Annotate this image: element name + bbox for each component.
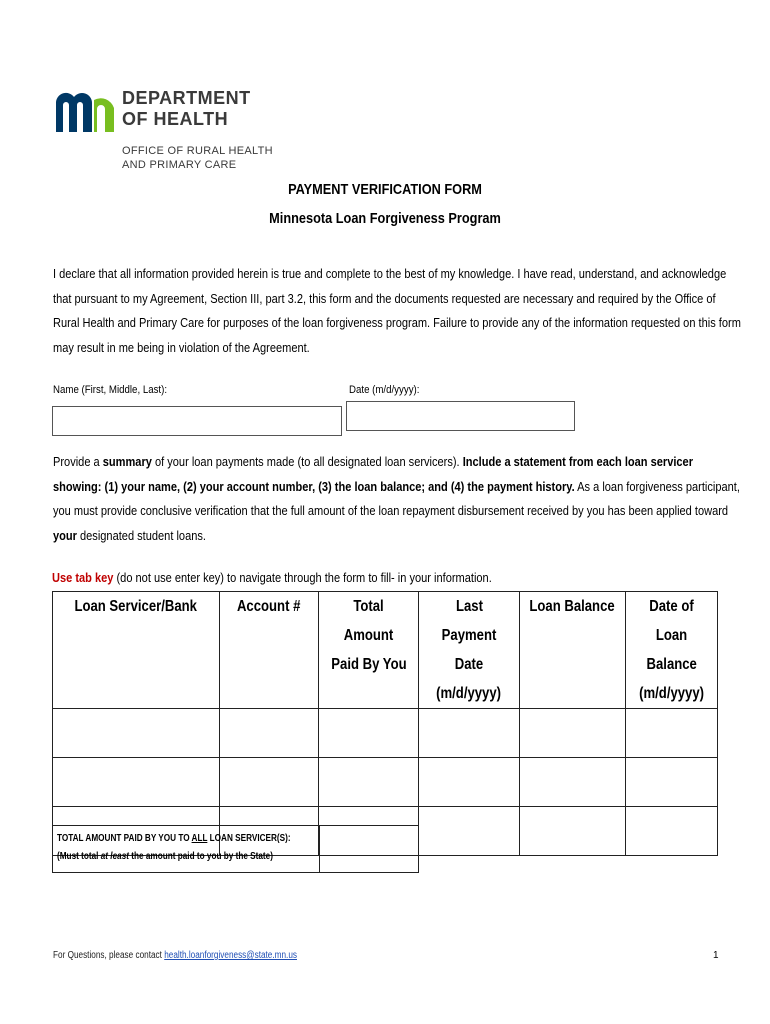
dept-line-1: DEPARTMENT	[122, 88, 251, 108]
cell-last-payment-date[interactable]	[419, 807, 520, 856]
summary-part-2: of your loan payments made (to all designated loan servicers).	[151, 454, 463, 469]
header-loan-servicer-line-1: Loan Servicer/Bank	[74, 598, 198, 615]
total-amount-label	[57, 830, 291, 866]
cell-loan-balance[interactable]	[520, 758, 626, 807]
total-label-all: ALL	[191, 833, 208, 844]
dept-line-2: OF HEALTH	[122, 109, 229, 129]
summary-bold-1: summary	[102, 454, 152, 469]
header-last-payment-line-3: (m/d/yyyy)	[436, 685, 502, 702]
office-line-1: OFFICE OF RURAL HEALTH	[122, 145, 273, 157]
summary-part-1: Provide a	[53, 454, 103, 469]
header-last-payment-line-1: Last	[455, 598, 483, 615]
tab-key-note	[52, 570, 492, 585]
page-number: 1	[713, 950, 719, 961]
header-date-balance-line-2: Balance	[646, 656, 697, 673]
summary-bold-2: Include a statement from each loan servicer showing: (1) your name, (2) your account number, (3) the loan balance; and (4) the payment history.	[53, 454, 693, 494]
cell-date-of-balance[interactable]	[626, 709, 718, 758]
tab-key-warning: Use tab key	[52, 570, 114, 585]
cell-total-amount[interactable]	[319, 758, 419, 807]
footer-text: For Questions, please contact	[53, 950, 165, 961]
header-total-amount-line-1: Total Amount	[343, 598, 394, 644]
summary-part-4: designated student loans.	[76, 527, 206, 543]
cell-loan-servicer[interactable]	[53, 758, 220, 807]
loan-payment-table	[52, 591, 718, 856]
header-date-balance-line-1: Date of Loan	[649, 598, 694, 644]
total-amount-field[interactable]	[319, 825, 419, 873]
summary-bold-3: your	[53, 527, 77, 543]
office-line-2: AND PRIMARY CARE	[122, 159, 237, 171]
cell-date-of-balance[interactable]	[626, 758, 718, 807]
mdh-logo-icon	[54, 90, 116, 134]
date-label: Date (m/d/yyyy):	[349, 384, 420, 396]
header-total-amount-line-2: Paid By You	[330, 656, 407, 673]
header-total-amount	[319, 592, 419, 709]
cell-loan-balance[interactable]	[520, 709, 626, 758]
header-last-payment-line-2: Payment Date	[441, 627, 497, 673]
cell-loan-servicer[interactable]	[53, 709, 220, 758]
header-last-payment-date	[419, 592, 520, 709]
office-name	[122, 144, 273, 172]
form-subtitle: Minnesota Loan Forgiveness Program	[269, 210, 501, 227]
date-field[interactable]	[346, 401, 575, 431]
department-name	[122, 88, 251, 130]
cell-account-number[interactable]	[220, 758, 319, 807]
header-date-balance-line-3: (m/d/yyyy)	[639, 685, 704, 702]
header-loan-balance-line-1: Loan Balance	[529, 598, 616, 615]
header-loan-balance	[520, 592, 626, 709]
header-date-of-balance	[626, 592, 718, 709]
table-row	[53, 758, 718, 807]
summary-text	[53, 450, 742, 548]
cell-total-amount[interactable]	[319, 709, 419, 758]
summary-part-3: As a loan forgiveness participant, you must provide conclusive verification that the full amount of the loan repayment disbursement received by you has been applied toward	[53, 478, 740, 518]
cell-loan-balance[interactable]	[520, 807, 626, 856]
total-label-line-2	[57, 848, 291, 866]
contact-email-link[interactable]: health.loanforgiveness@state.mn.us	[164, 950, 297, 961]
total-label-2c: the amount paid to you by the State)	[128, 851, 273, 862]
cell-last-payment-date[interactable]	[419, 709, 520, 758]
table-header-row	[53, 592, 718, 709]
summary-paragraph	[53, 450, 743, 548]
cell-last-payment-date[interactable]	[419, 758, 520, 807]
header-account-number-line-1: Account #	[237, 598, 301, 615]
tab-key-note-text: (do not use enter key) to navigate through the form to fill- in your information.	[113, 570, 492, 585]
total-label-2a: (Must total	[57, 851, 101, 862]
total-label-1a: TOTAL AMOUNT PAID BY YOU TO	[57, 833, 192, 844]
form-title: PAYMENT VERIFICATION FORM	[288, 181, 482, 198]
cell-date-of-balance[interactable]	[626, 807, 718, 856]
table-row	[53, 709, 718, 758]
name-field[interactable]	[52, 406, 342, 436]
declaration-paragraph	[53, 262, 743, 360]
total-label-line-1	[57, 830, 291, 848]
total-label-at-least: at least	[100, 851, 129, 862]
cell-account-number[interactable]	[220, 709, 319, 758]
header-loan-servicer	[53, 592, 220, 709]
header-account-number	[220, 592, 319, 709]
total-label-1c: LOAN SERVICER(S):	[207, 833, 291, 844]
name-label: Name (First, Middle, Last):	[53, 384, 168, 396]
footer-contact	[53, 950, 297, 961]
declaration-text: I declare that all information provided herein is true and complete to the best of my knowledge. I have read, understand, and acknowledge that pursuant to my Agreement, Section III, part 3.2, this form and the documents requested are necessary and required by the Office of Rural Health and Primary Care for purposes of the loan forgiveness program. Failure to provide any of the information requested on this form may result in me being in violation of the Agreement.	[53, 266, 741, 355]
